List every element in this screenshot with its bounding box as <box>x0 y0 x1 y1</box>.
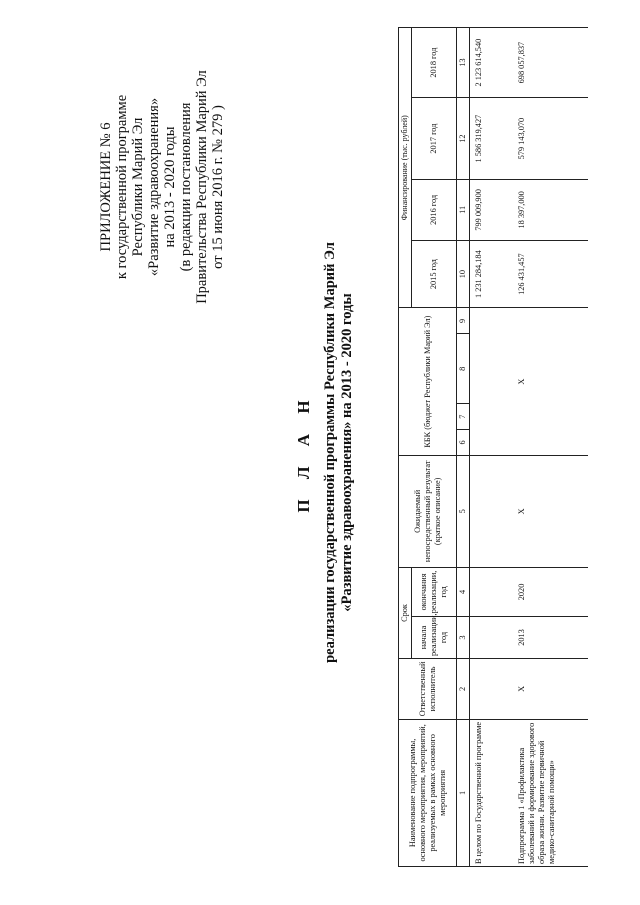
column-number: 11 <box>457 179 470 240</box>
header-executor: Ответственный исполнитель <box>399 659 457 720</box>
row-name: В целом по Государственной программе <box>470 719 514 866</box>
column-number: 3 <box>457 616 470 658</box>
header-name: Наименование подпрограммы, основного мероприятия, мероприятий, реализуемых в рамках основного мероприятия <box>399 719 457 866</box>
row-result: Х <box>513 455 588 567</box>
row-f2017: 579 143,070 <box>513 98 588 180</box>
appendix-line: Правительства Республики Марий Эл <box>194 70 210 304</box>
header-term: Срок <box>399 567 412 658</box>
row-f2015: 1 231 284,184 <box>470 240 514 308</box>
header-kbk: КБК (бюджет Республики Марий Эл) <box>399 308 457 455</box>
row-end: 2020 <box>513 567 588 616</box>
appendix-line: (в редакции постановления <box>178 102 194 272</box>
column-number: 7 <box>457 404 470 430</box>
row-kbk: Х <box>513 308 588 455</box>
row-f2018: 2 123 614,540 <box>470 28 514 98</box>
header-year-2015: 2015 год <box>412 240 457 308</box>
subtitle-line: «Развитие здравоохранения» на 2013 - 2020 годы <box>339 293 355 612</box>
column-number: 5 <box>457 455 470 567</box>
appendix-line: ПРИЛОЖЕНИЕ № 6 <box>98 122 114 252</box>
row-f2015: 126 431,457 <box>513 240 588 308</box>
column-number: 12 <box>457 98 470 180</box>
header-year-2017: 2017 год <box>412 98 457 180</box>
document-title: П Л А Н <box>294 392 313 513</box>
header-result: Ожидаемый непосредственный результат (краткое описание) <box>399 455 457 567</box>
row-result <box>470 455 514 567</box>
row-start <box>470 616 514 658</box>
column-number: 9 <box>457 308 470 334</box>
row-f2016: 799 009,900 <box>470 179 514 240</box>
column-number: 6 <box>457 430 470 456</box>
column-number: 1 <box>457 719 470 866</box>
row-end <box>470 567 514 616</box>
header-term-end: окончания реализации, год <box>412 567 457 616</box>
plan-table <box>398 27 588 867</box>
table-row <box>513 28 588 867</box>
row-f2018: 698 057,837 <box>513 28 588 98</box>
header-year-2018: 2018 год <box>412 28 457 98</box>
row-kbk <box>470 308 514 455</box>
appendix-line: «Развитие здравоохранения» <box>146 97 162 277</box>
column-number: 8 <box>457 334 470 404</box>
subtitle-line: реализации государственной программы Республики Марий Эл <box>322 242 338 663</box>
row-start: 2013 <box>513 616 588 658</box>
row-executor: Х <box>513 659 588 720</box>
appendix-line: от 15 июня 2016 г. № 279 ) <box>210 105 226 269</box>
document-subtitle <box>322 0 356 905</box>
appendix-line: к государственной программе <box>114 94 130 280</box>
header-row <box>399 28 412 867</box>
row-executor <box>470 659 514 720</box>
row-name: Подпрограмма 1 «Профилактика заболеваний и формирование здорового образа жизни. Развитие первичной медико-санитарной помощи» <box>513 719 588 866</box>
appendix-line: Республики Марий Эл <box>130 117 146 257</box>
row-f2016: 18 397,000 <box>513 179 588 240</box>
table-row <box>470 28 514 867</box>
header-term-start: начала реализации, год <box>412 616 457 658</box>
column-number: 4 <box>457 567 470 616</box>
column-number-row <box>457 28 470 867</box>
row-f2017: 1 586 319,427 <box>470 98 514 180</box>
column-number: 13 <box>457 28 470 98</box>
appendix-line: на 2013 - 2020 годы <box>162 126 178 248</box>
column-number: 10 <box>457 240 470 308</box>
column-number: 2 <box>457 659 470 720</box>
appendix-block <box>98 27 226 347</box>
header-financing: Финансирование (тыс. рублей) <box>399 28 412 309</box>
header-year-2016: 2016 год <box>412 179 457 240</box>
